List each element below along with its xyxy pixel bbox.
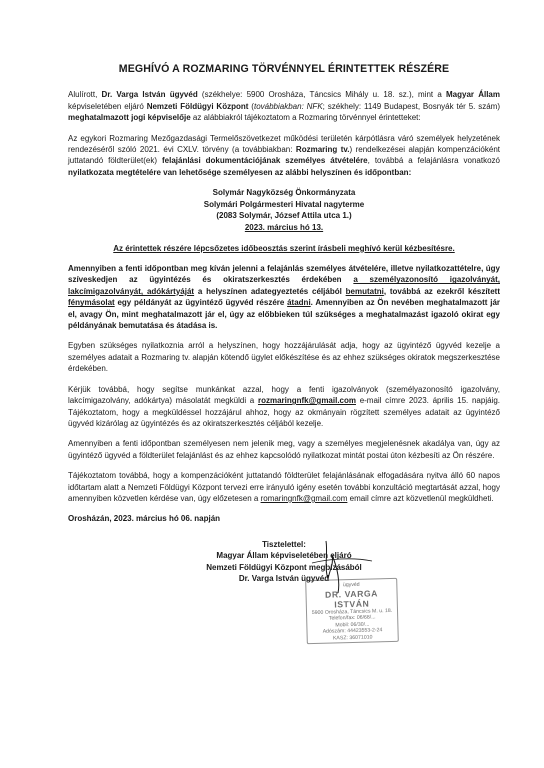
venue-block [68, 187, 500, 233]
email-link-2[interactable]: romaringnfk@gmail.com [260, 493, 348, 503]
consent-paragraph: Egyben szükséges nyilatkoznia arról a helyszínen, hogy hozzájárulását adja, hogy az ügyintéző ügyvéd kezelje a személyes adatait a Rozmaring tv. alapján kötendő ügylet előkészítése és az ehhez szükséges okiratok megszerkesztése érdekében. [68, 341, 500, 374]
consultation-paragraph: Tájékoztatom továbbá, hogy a kompenzációként juttatandó földterület felajánlásának elfogadására nyitva álló 60 napos időtartam alatt a Nemzeti Földügyi Központ tervezi erre irányuló igény esetén további konzultáció megtartását azzal, hogy amennyiben közvetlen kérdése van, úgy előzetesen a romaringnfk@gmail.com email címre azt közvetlenül megküldheti. [68, 471, 500, 503]
law-paragraph: Az egykori Rozmaring Mezőgazdasági Termelőszövetkezet működési területén kárpótlásra váró személyek helyzetének rendezéséről szóló 2021. évi CXLV. törvény (a továbbiakban: Rozmaring tv.) rendelkezései alapján kompenzációként juttatandó földterület(ek) felajánlási dokumentációjának személyes átvételére, továbbá a felajánlásra vonatkozó nyilatkozata megtételére van lehetősége személyesen az alábbi helyszínen és időpontban: [68, 133, 501, 177]
greeting: Tisztelettel: [262, 539, 306, 549]
venue-hall: Solymári Polgármesteri Hivatal nagyterme [203, 199, 365, 209]
venue-address: (2083 Solymár, József Attila utca 1.) [216, 211, 352, 221]
signer-line-1: Magyar Állam képviseletében eljáró [216, 551, 352, 561]
intro-paragraph: Alulírott, Dr. Varga István ügyvéd (székhelye: 5900 Orosháza, Táncsics Mihály u. 18. sz.), mint a Magyar Állam képviseletében eljáró Nemzeti Földügyi Központ (továbbiakban: NFK; székhely: 1149 Budapest, Bosnyák tér 5. szám) meghatalmazott jogi képviselője az alábbiakról tájékoztatom a Rozmaring törvénnyel érintetteket: [68, 90, 501, 123]
lawyer-stamp: ügyvéd DR. VARGA ISTVÁN 5900 Orosháza, Táncsics M. u. 18. Telefon/fax: 06/68/... Mobil: 06/30/... Adószám: 44423553-2-24 KASZ: 36071010 [305, 578, 399, 644]
venue-date: 2023. március hó 13. [244, 223, 324, 233]
signer-line-3: Dr. Varga István ügyvéd [238, 573, 330, 583]
invitation-notice: Az érintettek részére lépcsőzetes időbeosztás szerint írásbeli meghívó kerül kézbesítésre. [113, 243, 455, 253]
postal-paragraph: Amennyiben a fenti időpontban személyesen nem jelenik meg, vagy a személyes megjelenésnek akadálya van, úgy az ügyintéző ügyvéd a földterület felajánlást és az ehhez kapcsolódó nyilatkozat mintát postai úton kézbesíti az Ön részére. [68, 439, 500, 460]
date-place: Orosházán, 2023. március hó 06. napján [68, 514, 221, 524]
email-link[interactable]: rozmaringnfk@gmail.com [257, 396, 356, 406]
venue-name: Solymár Nagyközség Önkormányzata [212, 188, 356, 198]
signature-block [68, 539, 500, 642]
signer-line-2: Nemzeti Földügyi Központ megbízásából [206, 562, 362, 572]
copies-paragraph: Kérjük továbbá, hogy segítse munkánkat azzal, hogy a fenti igazolványok (személyazonosító igazolvány, lakcímigazolvány, adókártya) másolatát megküldi a rozmaringnfk@gmail.com e-mail címre 2023. április 15. napjáig. Tájékoztatom, hogy a megküldéssel hozzájárul ahhoz, hogy az okmányain rögzített személyes adatait az ügyintéző ügyvéd kizárólag az ügyintézés és az okiratszerkesztés céljából kezelje. [68, 384, 500, 428]
page-title: MEGHÍVÓ A ROZMARING TÖRVÉNNYEL ÉRINTETTEK RÉSZÉRE [118, 63, 450, 75]
documents-paragraph: Amennyiben a fenti időpontban meg kíván jelenni a felajánlás személyes átvételére, illetve nyilatkozattételre, úgy szíveskedjen az ügyintézés és okiratszerkesztés érdekében a személyazonosító igazolványát, lakcímigazolványát, adókártyáját a helyszínen adategyeztetés céljából bemutatni, továbbá az ezekről készített fénymásolat egy példányát az ügyintéző ügyvéd részére átadni. Amennyiben az Ön nevében meghatalmazott jár el, avagy Ön, mint meghatalmazott jár el, úgy az előbbieken túl szükséges a meghatalmazást igazoló okirat egy példányának bemutatása és átadása is. [68, 264, 501, 331]
